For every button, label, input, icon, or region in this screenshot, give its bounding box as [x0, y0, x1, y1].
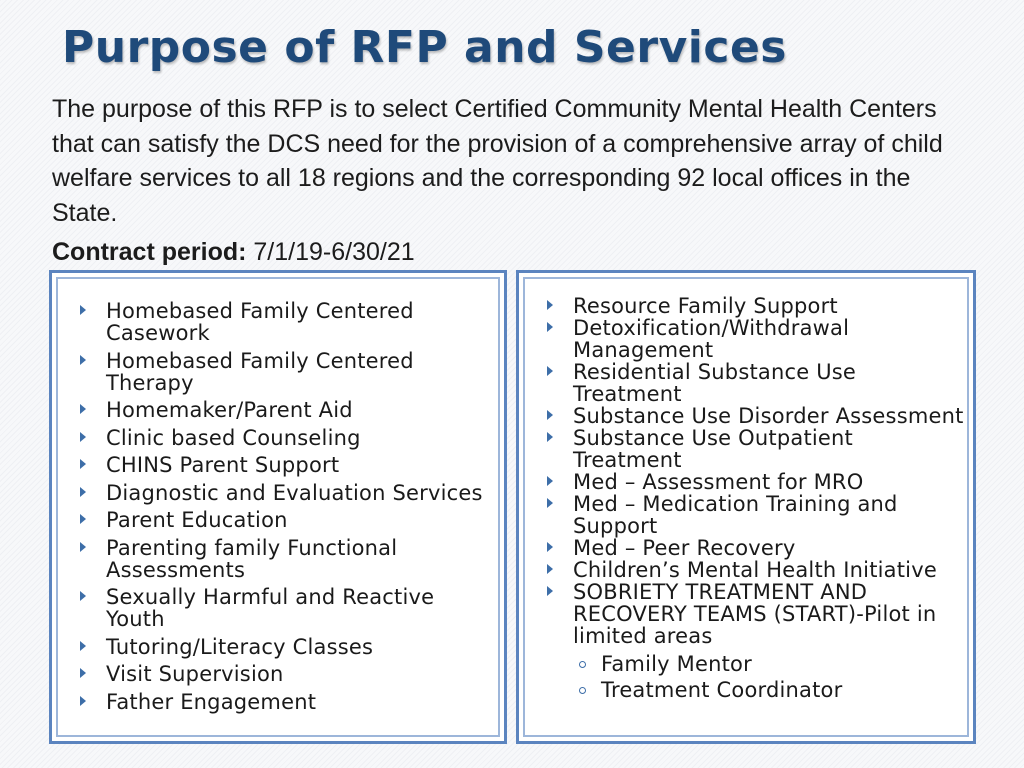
- list-item: [76, 427, 496, 449]
- list-item-text: Parent Education: [106, 508, 288, 532]
- list-item: [543, 361, 967, 405]
- triangle-bullet-icon: [80, 514, 86, 524]
- list-item-text: Clinic based Counseling: [106, 425, 361, 450]
- list-item: [543, 427, 967, 471]
- list-item: [543, 581, 967, 703]
- list-item: [543, 537, 967, 559]
- triangle-bullet-icon: [547, 564, 553, 574]
- list-item-text: Father Engagement: [106, 689, 317, 714]
- list-item: [543, 559, 967, 581]
- list-item: [76, 663, 496, 685]
- list-item: [76, 636, 496, 658]
- list-item-text: Homemaker/Parent Aid: [106, 398, 353, 422]
- left-services-list: [76, 300, 496, 718]
- list-item: [76, 300, 496, 344]
- list-item-text: Med – Peer Recovery: [573, 536, 796, 560]
- list-item-text: SOBRIETY TREATMENT AND RECOVERY TEAMS (START)-Pilot in limited areas: [573, 580, 937, 648]
- triangle-bullet-icon: [547, 542, 553, 552]
- list-item: [76, 454, 496, 476]
- triangle-bullet-icon: [80, 696, 86, 706]
- list-item: [76, 691, 496, 713]
- list-item-text: Resource Family Support: [573, 294, 838, 318]
- list-item-text: Visit Supervision: [106, 662, 284, 686]
- triangle-bullet-icon: [80, 355, 86, 365]
- circle-bullet-icon: [579, 661, 586, 668]
- triangle-bullet-icon: [547, 476, 553, 486]
- triangle-bullet-icon: [547, 498, 553, 508]
- sub-list-item-text: Family Mentor: [601, 652, 752, 676]
- contract-period: [52, 236, 415, 268]
- list-item-text: Residential Substance Use Treatment: [573, 360, 857, 406]
- list-item-text: Children’s Mental Health Initiative: [573, 558, 937, 582]
- list-item: [543, 317, 967, 361]
- list-item-text: Tutoring/Literacy Classes: [106, 634, 374, 659]
- list-item: [76, 509, 496, 531]
- triangle-bullet-icon: [80, 487, 86, 497]
- list-item: [76, 537, 496, 581]
- triangle-bullet-icon: [80, 432, 86, 442]
- list-item: [543, 295, 967, 317]
- list-item-text: Substance Use Disorder Assessment: [573, 404, 964, 428]
- list-item-text: Substance Use Outpatient Treatment: [573, 426, 853, 472]
- list-item: [76, 350, 496, 394]
- list-item-text: Parenting family Functional Assessments: [106, 535, 398, 582]
- sub-list-item-text: Treatment Coordinator: [601, 678, 843, 702]
- contract-period-value: 7/1/19-6/30/21: [246, 238, 415, 266]
- triangle-bullet-icon: [547, 410, 553, 420]
- triangle-bullet-icon: [80, 668, 86, 678]
- sub-list-item: [573, 651, 967, 677]
- list-item-text: Med – Medication Training and Support: [573, 492, 898, 538]
- slide-title: Purpose of RFP and Services: [62, 22, 787, 73]
- triangle-bullet-icon: [547, 322, 553, 332]
- triangle-bullet-icon: [80, 542, 86, 552]
- circle-bullet-icon: [579, 687, 586, 694]
- right-services-box: [516, 270, 976, 744]
- triangle-bullet-icon: [80, 404, 86, 414]
- list-item: [76, 399, 496, 421]
- triangle-bullet-icon: [80, 459, 86, 469]
- list-item: [543, 405, 967, 427]
- intro-paragraph: The purpose of this RFP is to select Certified Community Mental Health Centers that can satisfy the DCS need for the provision of a comprehensive array of child welfare services to all 18 regions and the corresponding 92 local offices in the State.: [52, 95, 943, 227]
- triangle-bullet-icon: [80, 591, 86, 601]
- list-item-text: Detoxification/Withdrawal Management: [573, 316, 850, 362]
- sub-list: [573, 651, 967, 703]
- list-item: [543, 471, 967, 493]
- list-item-text: CHINS Parent Support: [106, 453, 340, 477]
- list-item: [76, 586, 496, 630]
- right-services-list: [543, 295, 967, 703]
- triangle-bullet-icon: [80, 641, 86, 651]
- list-item-text: Med – Assessment for MRO: [573, 470, 864, 494]
- list-item-text: Homebased Family Centered Therapy: [106, 348, 414, 395]
- left-services-box: [49, 270, 507, 744]
- list-item: [76, 482, 496, 504]
- list-item-text: Homebased Family Centered Casework: [106, 299, 414, 345]
- triangle-bullet-icon: [80, 305, 86, 315]
- triangle-bullet-icon: [547, 586, 553, 596]
- triangle-bullet-icon: [547, 366, 553, 376]
- list-item: [543, 493, 967, 537]
- contract-period-label: Contract period:: [52, 238, 247, 266]
- sub-list-item: [573, 677, 967, 703]
- list-item-text: Sexually Harmful and Reactive Youth: [106, 585, 435, 631]
- list-item-text: Diagnostic and Evaluation Services: [106, 480, 483, 505]
- triangle-bullet-icon: [547, 300, 553, 310]
- triangle-bullet-icon: [547, 432, 553, 442]
